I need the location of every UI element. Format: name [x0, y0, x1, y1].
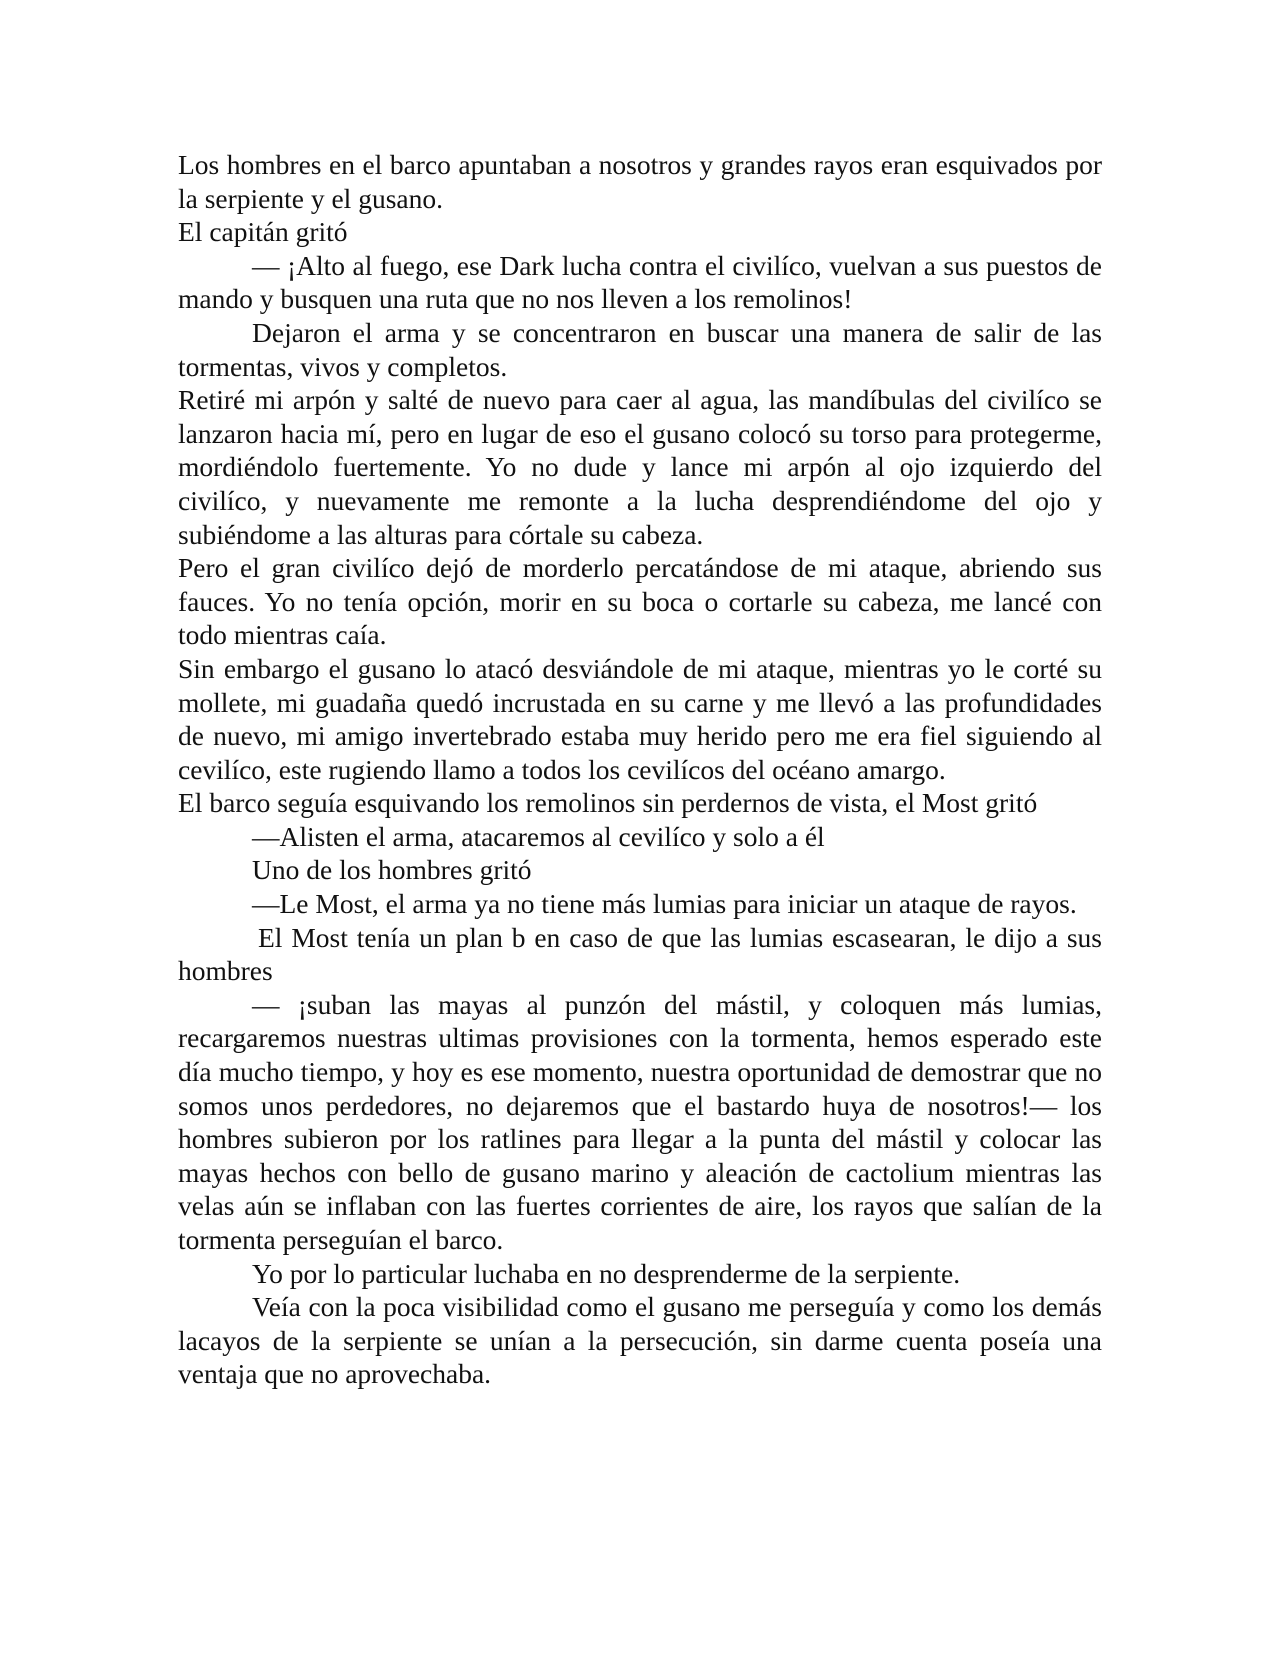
paragraph-5: Retiré mi arpón y salté de nuevo para caer al agua, las mandíbulas del civilíco se lanzaron hacia mí, pero en lugar de eso el gusano colocó su torso para protegerme, mordiéndolo fuertemente. Yo no dude y lance mi arpón al ojo izquierdo del civilíco, y nuevamente me remonte a la lucha desprendiéndome del ojo y subiéndome a las alturas para córtale su cabeza. [178, 384, 1102, 550]
paragraph-3-dialogue: — ¡Alto al fuego, ese Dark lucha contra el civilíco, vuelvan a sus puestos de mando y busquen una ruta que no nos lleven a los remolinos! [178, 249, 1102, 315]
paragraph-6: Pero el gran civilíco dejó de morderlo percatándose de mi ataque, abriendo sus fauces. Yo no tenía opción, morir en su boca o cortarle su cabeza, me lancé con todo mientras caía. [178, 552, 1102, 651]
paragraph-15: Veía con la poca visibilidad como el gusano me perseguía y como los demás lacayos de la serpiente se unían a la persecución, sin darme cuenta poseía una ventaja que no aprovechaba. [178, 1291, 1102, 1390]
paragraph-2: El capitán gritó [178, 216, 348, 248]
paragraph-11-dialogue: —Le Most, el arma ya no tiene más lumias para iniciar un ataque de rayos. [252, 888, 1077, 920]
document-page [178, 148, 1102, 1391]
paragraph-9-dialogue: —Alisten el arma, atacaremos al cevilíco y solo a él [252, 820, 825, 852]
paragraph-10: Uno de los hombres gritó [252, 854, 532, 886]
paragraph-7: Sin embargo el gusano lo atacó desviándole de mi ataque, mientras yo le corté su mollete, mi guadaña quedó incrustada en su carne y me llevó a las profundidades de nuevo, mi amigo invertebrado estaba muy herido pero me era fiel siguiendo al cevilíco, este rugiendo llamo a todos los cevilícos del océano amargo. [178, 652, 1102, 785]
paragraph-13-dialogue: — ¡suban las mayas al punzón del mástil, y coloquen más lumias, recargaremos nuestras ultimas provisiones con la tormenta, hemos esperado este día mucho tiempo, y hoy es ese momento, nuestra oportunidad de demostrar que no somos unos perdedores, no dejaremos que el bastardo huya de nosotros!— los hombres subieron por los ratlines para llegar a la punta del mástil y colocar las mayas hechos con bello de gusano marino y aleación de cactolium mientras las velas aún se inflaban con las fuertes corrientes de aire, los rayos que salían de la tormenta perseguían el barco. [178, 988, 1102, 1255]
paragraph-8: El barco seguía esquivando los remolinos sin perdernos de vista, el Most gritó [178, 787, 1038, 819]
paragraph-14: Yo por lo particular luchaba en no desprenderme de la serpiente. [252, 1257, 961, 1289]
paragraph-4: Dejaron el arma y se concentraron en buscar una manera de salir de las tormentas, vivos y completos. [178, 316, 1102, 382]
paragraph-12: El Most tenía un plan b en caso de que las lumias escasearan, le dijo a sus hombres [178, 921, 1102, 987]
paragraph-1: Los hombres en el barco apuntaban a nosotros y grandes rayos eran esquivados por la serpiente y el gusano. [178, 149, 1102, 214]
